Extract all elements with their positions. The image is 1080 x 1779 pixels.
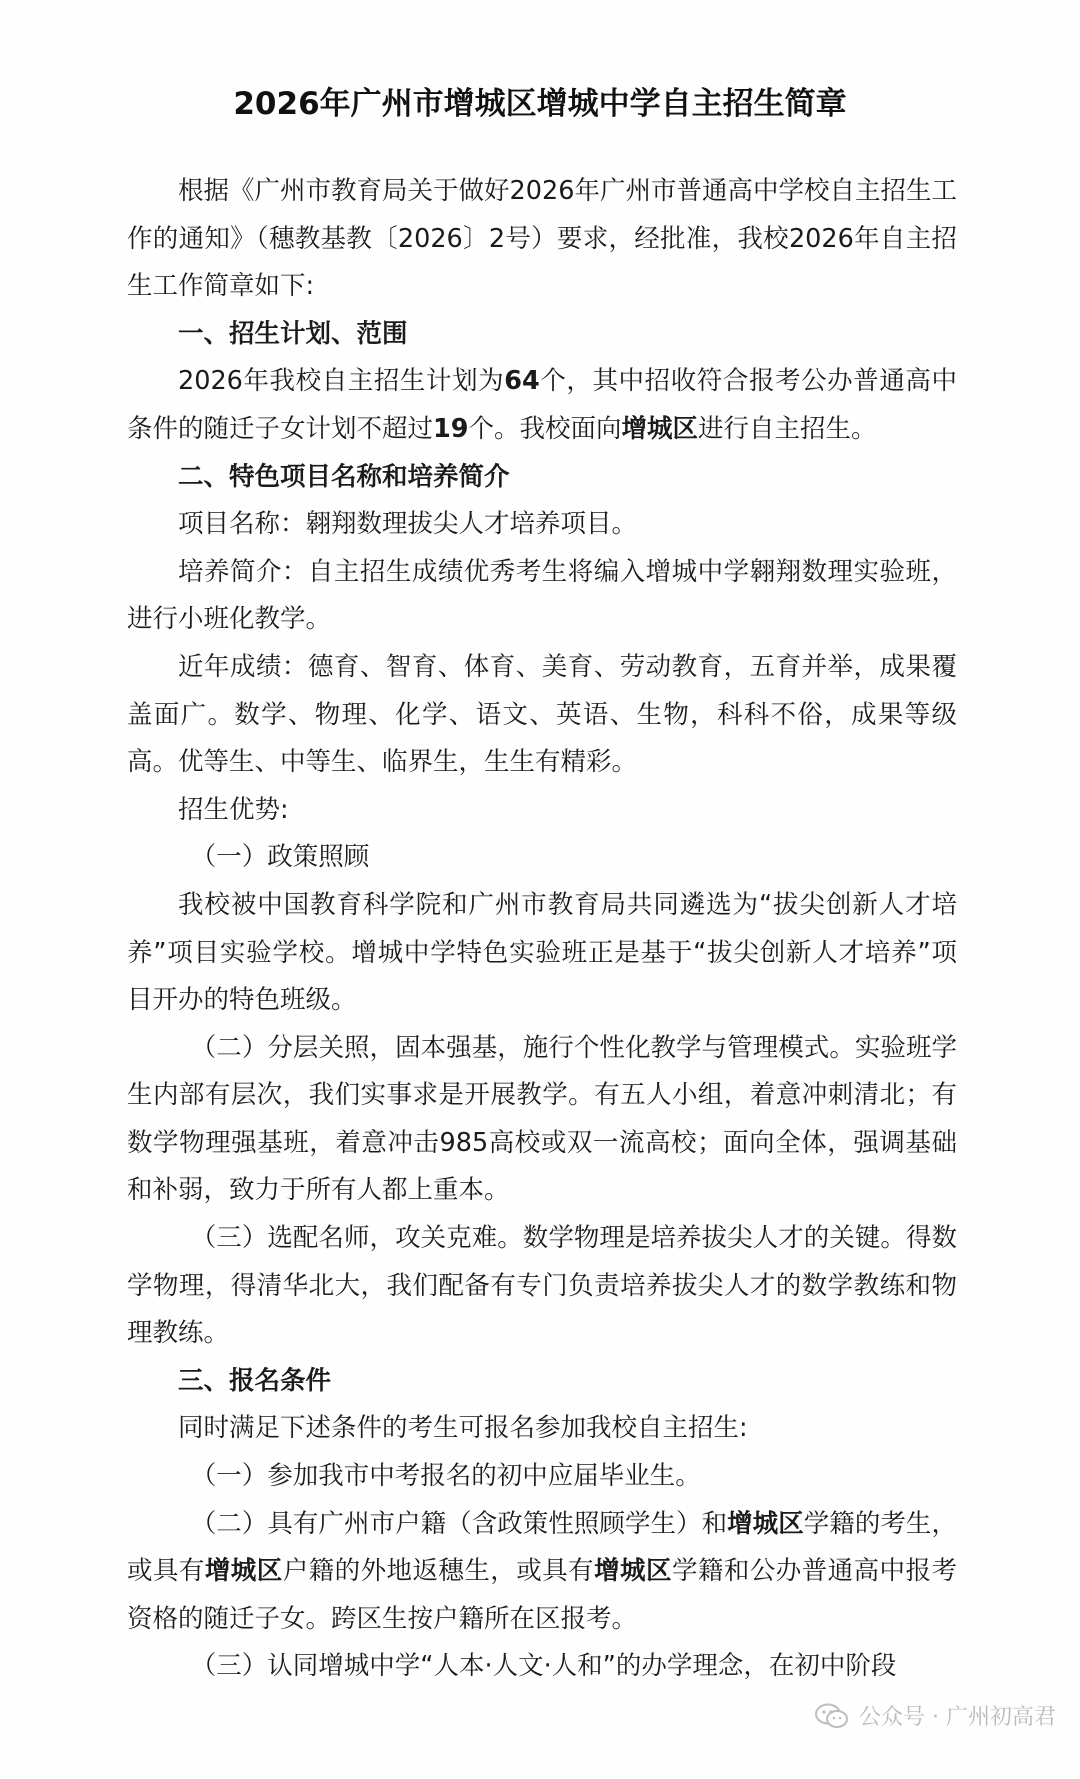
- section3-heading: 三、报名条件: [178, 1365, 332, 1396]
- district-name: 增城区: [204, 1556, 283, 1587]
- training-paragraph: 培养简介：自主招生成绩优秀考生将编入增城中学翱翔数理实验班，进行小班化教学。: [127, 556, 957, 635]
- document-title: 2026年广州市增城区增城中学自主招生简章: [233, 86, 847, 122]
- text-span: 学籍和公办普通高中报考资格的随迁子女。跨区生按户籍所在区报考。: [127, 1556, 957, 1634]
- intro-paragraph: 根据《广州市教育局关于做好2026年广州市普通高中学校自主招生工作的通知》（穗教基教〔2026〕2号）要求，经批准，我校2026年自主招生工作简章如下:: [127, 176, 957, 302]
- section2-heading: 二、特色项目名称和培养简介: [178, 461, 510, 492]
- district-name: 增城区: [621, 413, 699, 444]
- watermark-text: 公众号 · 广州初高君: [859, 1705, 1056, 1730]
- text-span: 个。我校面向: [468, 413, 622, 444]
- text-span: 进行自主招生。: [698, 413, 877, 444]
- text-span: 户籍的外地返穗生，或具有: [282, 1556, 595, 1587]
- condition3-paragraph: （三）认同增城中学“人本·人文·人和”的办学理念，在初中阶段: [190, 1651, 897, 1682]
- advantage2-paragraph: （二）分层关照，固本强基，施行个性化教学与管理模式。实验班学生内部有层次，我们实事求是开展教学。有五人小组，着意冲刺清北；有数学物理强基班，着意冲击985高校或双一流高校；面向全体，强调基础和补弱，致力于所有人都上重本。: [127, 1032, 957, 1206]
- document-body: [127, 168, 957, 1691]
- results-paragraph: 近年成绩：德育、智育、体育、美育、劳动教育，五育并举，成果覆盖面广。数学、物理、化学、语文、英语、生物，科科不俗，成果等级高。优等生、中等生、临界生，生生有精彩。: [127, 651, 957, 778]
- plan-count: 64: [504, 366, 540, 397]
- advantage1-title: （一）政策照顾: [190, 842, 370, 873]
- text-span: 学籍的考生，或具有: [127, 1508, 957, 1587]
- text-span: 个，其中招收符合报考公办普通高中条件的随迁子女计划不超过: [127, 366, 957, 444]
- text-span: 2026年我校自主招生计划为: [178, 366, 505, 397]
- district-name: 增城区: [594, 1556, 672, 1587]
- section3-lead: 同时满足下述条件的考生可报名参加我校自主招生:: [178, 1413, 748, 1444]
- advantage3-paragraph: （三）选配名师，攻关克难。数学物理是培养拔尖人才的关键。得数学物理，得清华北大，我们配备有专门负责培养拔尖人才的数学教练和物理教练。: [127, 1223, 957, 1349]
- section1-heading: 一、招生计划、范围: [178, 318, 408, 349]
- migrant-count: 19: [433, 413, 469, 444]
- advantages-label: 招生优势:: [178, 794, 289, 825]
- text-span: （二）具有广州市户籍（含政策性照顾学生）和: [190, 1508, 728, 1539]
- watermark: [815, 1700, 1056, 1731]
- condition2-paragraph: [127, 1501, 957, 1644]
- project-name-paragraph: 项目名称：翱翔数理拔尖人才培养项目。: [178, 509, 638, 540]
- wechat-icon: [815, 1703, 849, 1729]
- condition1-paragraph: （一）参加我市中考报名的初中应届毕业生。: [190, 1461, 701, 1492]
- district-name: 增城区: [727, 1508, 804, 1539]
- advantage1-body: 我校被中国教育科学院和广州市教育局共同遴选为“拔尖创新人才培养”项目实验学校。增城中学特色实验班正是基于“拔尖创新人才培养”项目开办的特色班级。: [127, 889, 957, 1016]
- section1-paragraph: [127, 358, 957, 453]
